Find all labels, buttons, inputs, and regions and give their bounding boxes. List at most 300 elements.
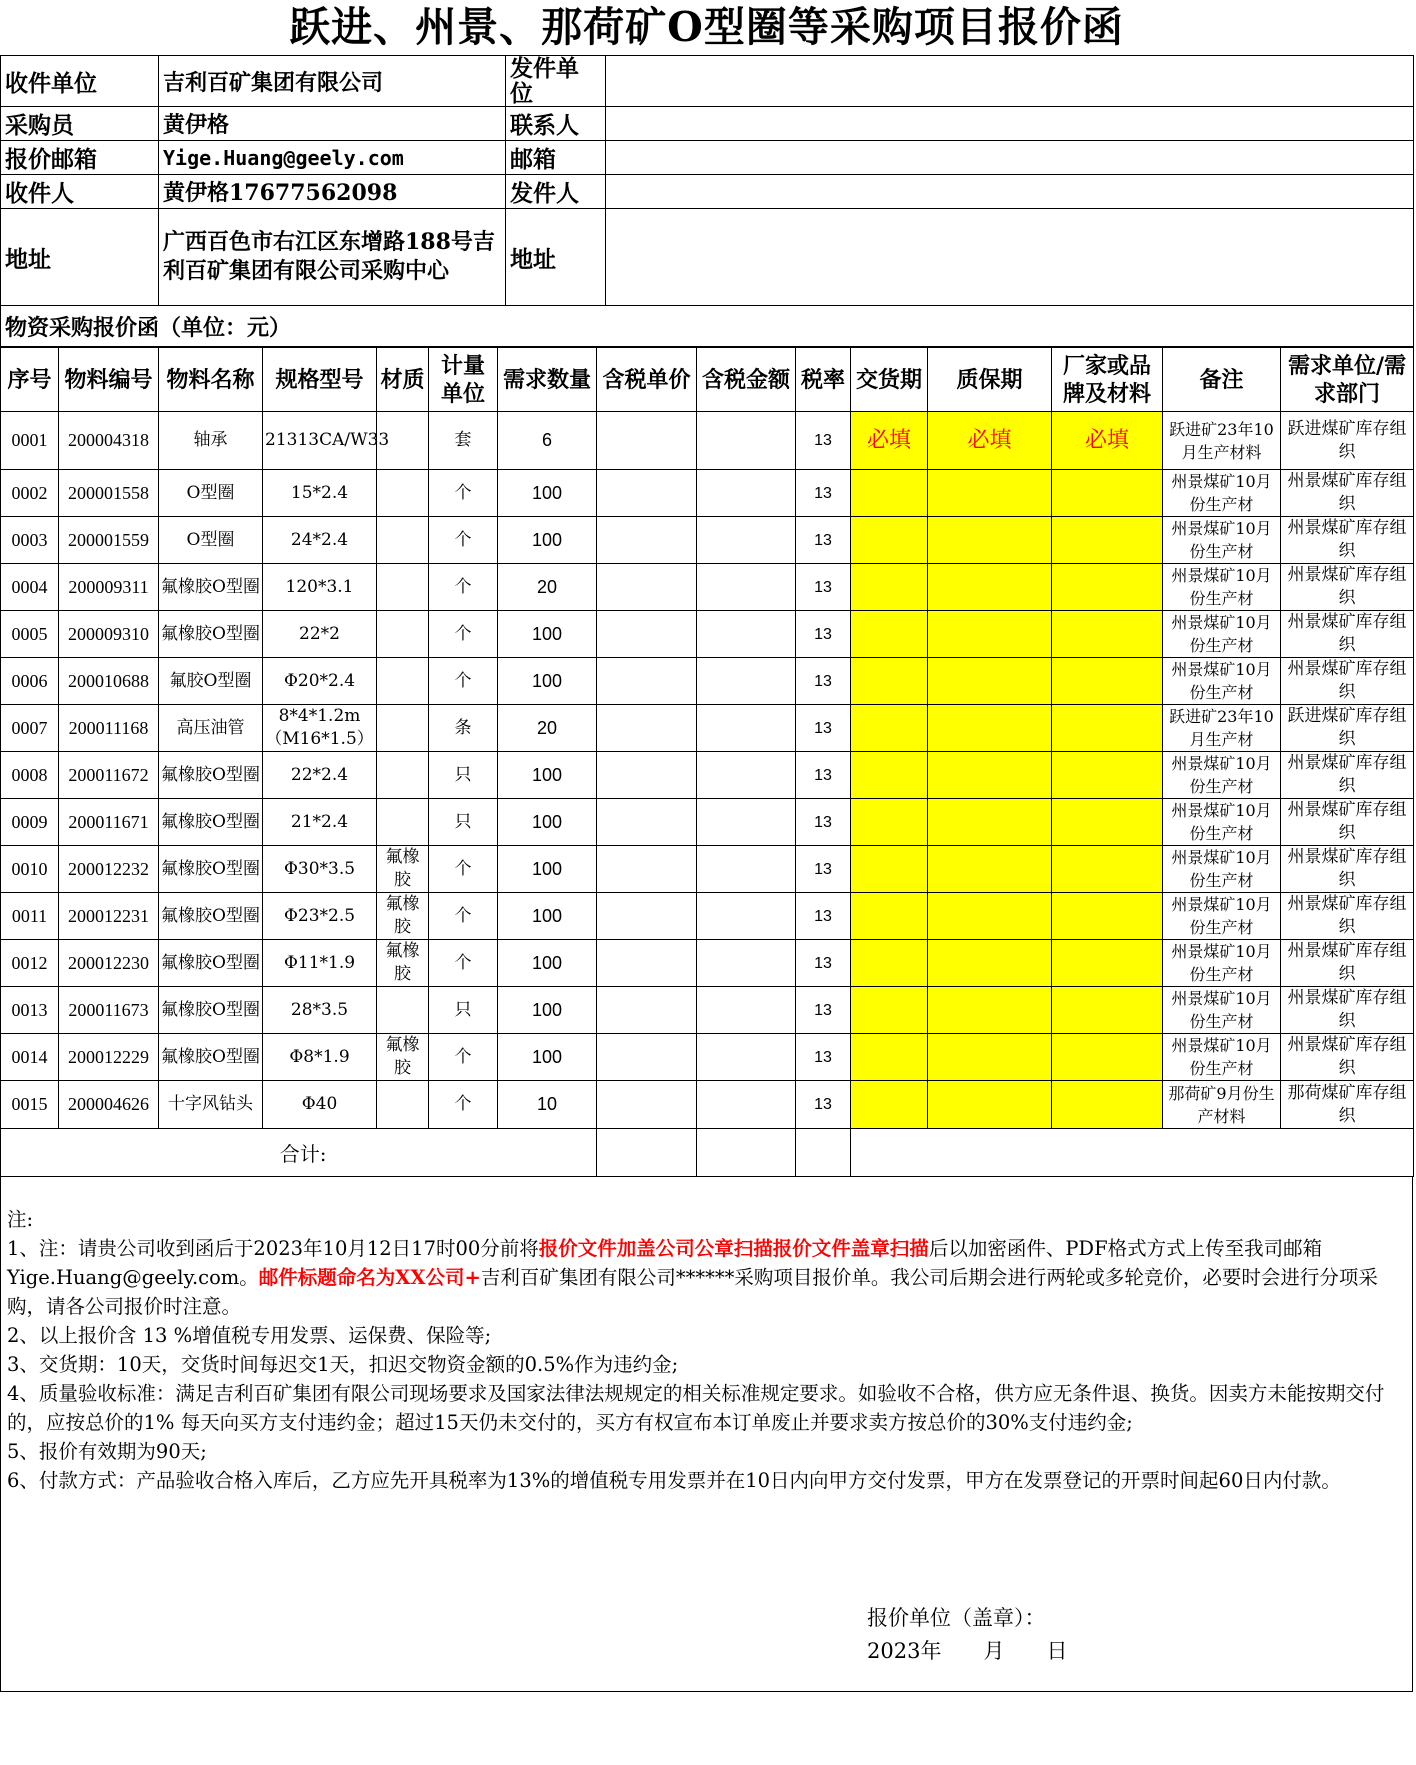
item-qty: 100 xyxy=(498,517,597,564)
item-material xyxy=(377,752,429,799)
item-material xyxy=(377,987,429,1034)
item-dept: 州景煤矿库存组织 xyxy=(1281,940,1414,987)
items-table xyxy=(0,347,1414,1177)
total-rest xyxy=(851,1129,1414,1177)
item-code: 200009310 xyxy=(59,611,159,658)
item-seq: 0001 xyxy=(1,412,59,470)
item-unit-price-input[interactable] xyxy=(597,987,697,1034)
item-note: 州景煤矿10月份生产材 xyxy=(1163,752,1281,799)
sender-value[interactable] xyxy=(606,175,1414,209)
item-note: 跃进矿23年10月生产材料 xyxy=(1163,412,1281,470)
item-spec: Φ30*3.5 xyxy=(263,846,377,893)
item-amount-input[interactable] xyxy=(697,517,796,564)
item-tax-rate: 13 xyxy=(796,517,851,564)
item-tax-rate: 13 xyxy=(796,611,851,658)
buyer-value: 黄伊格 xyxy=(159,107,506,141)
item-brand-input[interactable] xyxy=(1052,564,1163,611)
item-dept: 州景煤矿库存组织 xyxy=(1281,611,1414,658)
item-amount-input[interactable] xyxy=(697,752,796,799)
table-row xyxy=(1,470,1414,517)
item-unit-price-input[interactable] xyxy=(597,470,697,517)
item-brand-input[interactable] xyxy=(1052,893,1163,940)
email-value: Yige.Huang@geely.com xyxy=(159,141,506,175)
item-dept: 州景煤矿库存组织 xyxy=(1281,893,1414,940)
item-spec: 21313CA/W33 xyxy=(263,412,377,470)
item-amount-input[interactable] xyxy=(697,799,796,846)
item-tax-rate: 13 xyxy=(796,752,851,799)
item-amount-input[interactable] xyxy=(697,1081,796,1129)
item-seq: 0010 xyxy=(1,846,59,893)
item-delivery-input[interactable]: 必填 xyxy=(851,412,928,470)
note-6: 6、付款方式：产品验收合格入库后，乙方应先开具税率为13%的增值税专用发票并在10日内向甲方交付发票，甲方在发票登记的开票时间起60日内付款。 xyxy=(7,1469,1341,1492)
table-row xyxy=(1,846,1414,893)
item-warranty-input[interactable] xyxy=(928,940,1052,987)
item-amount-input[interactable] xyxy=(697,412,796,470)
item-tax-rate: 13 xyxy=(796,987,851,1034)
item-unit: 个 xyxy=(429,1081,498,1129)
table-row xyxy=(1,987,1414,1034)
notes-heading: 注: xyxy=(7,1208,34,1231)
item-amount-input[interactable] xyxy=(697,564,796,611)
item-unit: 个 xyxy=(429,893,498,940)
item-delivery-input[interactable] xyxy=(851,752,928,799)
item-code: 200012230 xyxy=(59,940,159,987)
item-unit: 个 xyxy=(429,846,498,893)
address-label: 地址 xyxy=(1,209,159,306)
item-delivery-input[interactable] xyxy=(851,940,928,987)
item-tax-rate: 13 xyxy=(796,940,851,987)
item-unit: 个 xyxy=(429,564,498,611)
item-material xyxy=(377,1081,429,1129)
item-name: 氟橡胶O型圈 xyxy=(159,1034,263,1081)
table-row xyxy=(1,517,1414,564)
item-seq: 0003 xyxy=(1,517,59,564)
item-qty: 20 xyxy=(498,705,597,752)
email-label: 报价邮箱 xyxy=(1,141,159,175)
mail-value[interactable] xyxy=(606,141,1414,175)
item-qty: 100 xyxy=(498,470,597,517)
item-warranty-input[interactable] xyxy=(928,517,1052,564)
item-brand-input[interactable] xyxy=(1052,611,1163,658)
item-warranty-input[interactable] xyxy=(928,987,1052,1034)
item-warranty-input[interactable]: 必填 xyxy=(928,412,1052,470)
col-note: 备注 xyxy=(1163,348,1281,412)
item-brand-input[interactable] xyxy=(1052,658,1163,705)
item-unit: 个 xyxy=(429,611,498,658)
item-delivery-input[interactable] xyxy=(851,1034,928,1081)
item-note: 跃进矿23年10月生产材 xyxy=(1163,705,1281,752)
item-dept: 跃进煤矿库存组织 xyxy=(1281,412,1414,470)
item-unit-price-input[interactable] xyxy=(597,940,697,987)
col-qty: 需求数量 xyxy=(498,348,597,412)
item-qty: 100 xyxy=(498,987,597,1034)
note-1-part-a: 1、注：请贵公司收到函后于2023年10月12日17时00分前将 xyxy=(7,1237,539,1260)
item-warranty-input[interactable] xyxy=(928,752,1052,799)
item-seq: 0013 xyxy=(1,987,59,1034)
item-qty: 100 xyxy=(498,893,597,940)
address-value: 广西百色市右江区东增路188号吉利百矿集团有限公司采购中心 xyxy=(159,209,506,306)
quoting-unit-stamp: 报价单位（盖章）： xyxy=(867,1606,1046,1630)
item-dept: 州景煤矿库存组织 xyxy=(1281,752,1414,799)
item-seq: 0009 xyxy=(1,799,59,846)
col-unit: 计量单位 xyxy=(429,348,498,412)
item-unit: 个 xyxy=(429,1034,498,1081)
item-note: 州景煤矿10月份生产材 xyxy=(1163,470,1281,517)
item-code: 200004626 xyxy=(59,1081,159,1129)
item-dept: 州景煤矿库存组织 xyxy=(1281,846,1414,893)
col-warranty: 质保期 xyxy=(928,348,1052,412)
item-brand-input[interactable] xyxy=(1052,1081,1163,1129)
item-delivery-input[interactable] xyxy=(851,564,928,611)
item-material: 氟橡胶 xyxy=(377,1034,429,1081)
item-spec: Φ11*1.9 xyxy=(263,940,377,987)
item-delivery-input[interactable] xyxy=(851,893,928,940)
item-seq: 0002 xyxy=(1,470,59,517)
item-amount-input[interactable] xyxy=(697,1034,796,1081)
item-name: 氟橡胶O型圈 xyxy=(159,846,263,893)
item-amount-input[interactable] xyxy=(697,893,796,940)
item-unit: 个 xyxy=(429,658,498,705)
col-dept: 需求单位/需求部门 xyxy=(1281,348,1414,412)
item-qty: 100 xyxy=(498,1034,597,1081)
item-warranty-input[interactable] xyxy=(928,1034,1052,1081)
items-body xyxy=(1,412,1414,1129)
contact-label: 联系人 xyxy=(506,107,606,141)
item-note: 州景煤矿10月份生产材 xyxy=(1163,940,1281,987)
item-material xyxy=(377,517,429,564)
recipient-label: 收件人 xyxy=(1,175,159,209)
item-material xyxy=(377,658,429,705)
item-material: 氟橡胶 xyxy=(377,893,429,940)
note-1-red-2: 邮件标题命名为XX公司+ xyxy=(258,1266,481,1289)
col-spec: 规格型号 xyxy=(263,348,377,412)
note-4: 4、质量验收标准：满足吉利百矿集团有限公司现场要求及国家法律法规规定的相关标准规定要求。如验收不合格，供方应无条件退、换货。因卖方未能按期交付的，应按总价的1% 每天向买方支付违约金；超过15天仍未交付的，买方有权宣布本订单废止并要求卖方按总价的30%支付违约金; xyxy=(7,1382,1385,1434)
item-spec: 24*2.4 xyxy=(263,517,377,564)
col-name: 物料名称 xyxy=(159,348,263,412)
sign-date: 2023年 月 日 xyxy=(867,1639,1068,1663)
item-dept: 跃进煤矿库存组织 xyxy=(1281,705,1414,752)
col-seq: 序号 xyxy=(1,348,59,412)
item-dept: 州景煤矿库存组织 xyxy=(1281,517,1414,564)
item-unit-price-input[interactable] xyxy=(597,893,697,940)
item-name: 轴承 xyxy=(159,412,263,470)
item-unit: 只 xyxy=(429,799,498,846)
item-code: 200011671 xyxy=(59,799,159,846)
item-dept: 州景煤矿库存组织 xyxy=(1281,799,1414,846)
note-3: 3、交货期：10天，交货时间每迟交1天，扣迟交物资金额的0.5%作为违约金; xyxy=(7,1353,679,1376)
signature-block xyxy=(867,1602,1067,1668)
item-tax-rate: 13 xyxy=(796,564,851,611)
item-spec: 22*2.4 xyxy=(263,752,377,799)
item-unit: 只 xyxy=(429,987,498,1034)
item-dept: 州景煤矿库存组织 xyxy=(1281,658,1414,705)
recipient-value: 黄伊格17677562098 xyxy=(159,175,506,209)
item-unit-price-input[interactable] xyxy=(597,412,697,470)
col-material: 材质 xyxy=(377,348,429,412)
item-brand-input[interactable] xyxy=(1052,705,1163,752)
receiver-unit-label: 收件单位 xyxy=(1,56,159,107)
item-amount-input[interactable] xyxy=(697,611,796,658)
item-name: 氟橡胶O型圈 xyxy=(159,893,263,940)
item-code: 200011672 xyxy=(59,752,159,799)
item-amount-input[interactable] xyxy=(697,846,796,893)
item-qty: 10 xyxy=(498,1081,597,1129)
item-amount-input[interactable] xyxy=(697,705,796,752)
item-note: 州景煤矿10月份生产材 xyxy=(1163,658,1281,705)
item-qty: 100 xyxy=(498,752,597,799)
item-unit-price-input[interactable] xyxy=(597,611,697,658)
note-5: 5、报价有效期为90天; xyxy=(7,1440,207,1463)
item-tax-rate: 13 xyxy=(796,1034,851,1081)
total-unit-price[interactable] xyxy=(597,1129,697,1177)
item-warranty-input[interactable] xyxy=(928,611,1052,658)
item-delivery-input[interactable] xyxy=(851,846,928,893)
item-code: 200012232 xyxy=(59,846,159,893)
item-delivery-input[interactable] xyxy=(851,799,928,846)
item-tax-rate: 13 xyxy=(796,1081,851,1129)
item-qty: 6 xyxy=(498,412,597,470)
item-unit: 条 xyxy=(429,705,498,752)
item-warranty-input[interactable] xyxy=(928,1081,1052,1129)
item-note: 州景煤矿10月份生产材 xyxy=(1163,564,1281,611)
item-note: 州景煤矿10月份生产材 xyxy=(1163,611,1281,658)
item-seq: 0007 xyxy=(1,705,59,752)
item-material xyxy=(377,470,429,517)
table-row xyxy=(1,1081,1414,1129)
col-brand: 厂家或品牌及材料 xyxy=(1052,348,1163,412)
receiver-unit-value: 吉利百矿集团有限公司 xyxy=(159,56,506,107)
item-spec: Φ20*2.4 xyxy=(263,658,377,705)
col-amount: 含税金额 xyxy=(697,348,796,412)
item-delivery-input[interactable] xyxy=(851,611,928,658)
item-dept: 那荷煤矿库存组织 xyxy=(1281,1081,1414,1129)
item-warranty-input[interactable] xyxy=(928,705,1052,752)
item-code: 200012229 xyxy=(59,1034,159,1081)
col-unit-price: 含税单价 xyxy=(597,348,697,412)
col-tax: 税率 xyxy=(796,348,851,412)
table-row xyxy=(1,940,1414,987)
item-amount-input[interactable] xyxy=(697,470,796,517)
item-name: 氟胶O型圈 xyxy=(159,658,263,705)
table-row xyxy=(1,799,1414,846)
col-code: 物料编号 xyxy=(59,348,159,412)
item-delivery-input[interactable] xyxy=(851,1081,928,1129)
item-unit-price-input[interactable] xyxy=(597,1081,697,1129)
item-spec: 120*3.1 xyxy=(263,564,377,611)
item-spec: Φ40 xyxy=(263,1081,377,1129)
item-name: O型圈 xyxy=(159,517,263,564)
item-code: 200011168 xyxy=(59,705,159,752)
table-row xyxy=(1,752,1414,799)
item-name: 氟橡胶O型圈 xyxy=(159,987,263,1034)
total-blank xyxy=(377,1129,597,1177)
item-name: O型圈 xyxy=(159,470,263,517)
item-dept: 州景煤矿库存组织 xyxy=(1281,470,1414,517)
sender-label: 发件人 xyxy=(506,175,606,209)
item-dept: 州景煤矿库存组织 xyxy=(1281,1034,1414,1081)
column-header-row xyxy=(1,348,1414,412)
item-unit-price-input[interactable] xyxy=(597,705,697,752)
table-row xyxy=(1,412,1414,470)
contact-value[interactable] xyxy=(606,107,1414,141)
item-warranty-input[interactable] xyxy=(928,846,1052,893)
item-name: 高压油管 xyxy=(159,705,263,752)
item-tax-rate: 13 xyxy=(796,470,851,517)
item-amount-input[interactable] xyxy=(697,940,796,987)
item-warranty-input[interactable] xyxy=(928,893,1052,940)
item-delivery-input[interactable] xyxy=(851,658,928,705)
note-1-part-b: 后以加密函件、PDF格式方式上传至我司邮箱Yige.Huang@geely.com。 xyxy=(7,1237,1323,1289)
item-delivery-input[interactable] xyxy=(851,705,928,752)
item-spec: 8*4*1.2m（M16*1.5） xyxy=(263,705,377,752)
item-dept: 州景煤矿库存组织 xyxy=(1281,987,1414,1034)
item-unit: 个 xyxy=(429,517,498,564)
sender-address-value[interactable] xyxy=(606,209,1414,306)
item-brand-input[interactable] xyxy=(1052,987,1163,1034)
item-brand-input[interactable] xyxy=(1052,940,1163,987)
item-brand-input[interactable] xyxy=(1052,470,1163,517)
item-unit-price-input[interactable] xyxy=(597,799,697,846)
item-name: 十字风钻头 xyxy=(159,1081,263,1129)
item-code: 200001558 xyxy=(59,470,159,517)
item-note: 州景煤矿10月份生产材 xyxy=(1163,846,1281,893)
item-note: 州景煤矿10月份生产材 xyxy=(1163,517,1281,564)
item-unit-price-input[interactable] xyxy=(597,564,697,611)
item-spec: 28*3.5 xyxy=(263,987,377,1034)
item-unit-price-input[interactable] xyxy=(597,752,697,799)
item-seq: 0004 xyxy=(1,564,59,611)
mail-label: 邮箱 xyxy=(506,141,606,175)
item-brand-input[interactable] xyxy=(1052,752,1163,799)
item-tax-rate: 13 xyxy=(796,893,851,940)
item-material xyxy=(377,564,429,611)
item-seq: 0015 xyxy=(1,1081,59,1129)
item-brand-input[interactable]: 必填 xyxy=(1052,412,1163,470)
item-brand-input[interactable] xyxy=(1052,1034,1163,1081)
item-warranty-input[interactable] xyxy=(928,564,1052,611)
item-qty: 100 xyxy=(498,611,597,658)
total-label: 合计: xyxy=(1,1129,377,1177)
total-tax xyxy=(796,1129,851,1177)
item-unit-price-input[interactable] xyxy=(597,1034,697,1081)
item-code: 200010688 xyxy=(59,658,159,705)
note-1 xyxy=(7,1234,1406,1321)
sender-unit-value[interactable] xyxy=(606,56,1414,107)
item-code: 200009311 xyxy=(59,564,159,611)
item-tax-rate: 13 xyxy=(796,705,851,752)
header-table xyxy=(0,55,1414,347)
item-unit: 个 xyxy=(429,470,498,517)
total-amount[interactable] xyxy=(697,1129,796,1177)
sender-unit-label: 发件单位 xyxy=(506,56,606,107)
item-name: 氟橡胶O型圈 xyxy=(159,752,263,799)
item-spec: 15*2.4 xyxy=(263,470,377,517)
item-delivery-input[interactable] xyxy=(851,517,928,564)
item-qty: 20 xyxy=(498,564,597,611)
item-code: 200011673 xyxy=(59,987,159,1034)
item-spec: Φ8*1.9 xyxy=(263,1034,377,1081)
item-unit-price-input[interactable] xyxy=(597,517,697,564)
item-delivery-input[interactable] xyxy=(851,470,928,517)
item-name: 氟橡胶O型圈 xyxy=(159,611,263,658)
item-seq: 0008 xyxy=(1,752,59,799)
item-warranty-input[interactable] xyxy=(928,799,1052,846)
item-tax-rate: 13 xyxy=(796,658,851,705)
item-spec: 21*2.4 xyxy=(263,799,377,846)
item-amount-input[interactable] xyxy=(697,987,796,1034)
item-warranty-input[interactable] xyxy=(928,470,1052,517)
item-seq: 0014 xyxy=(1,1034,59,1081)
table-row xyxy=(1,893,1414,940)
item-unit: 个 xyxy=(429,940,498,987)
item-material: 氟橡胶 xyxy=(377,940,429,987)
item-brand-input[interactable] xyxy=(1052,846,1163,893)
item-seq: 0012 xyxy=(1,940,59,987)
item-delivery-input[interactable] xyxy=(851,987,928,1034)
item-unit-price-input[interactable] xyxy=(597,658,697,705)
item-unit: 套 xyxy=(429,412,498,470)
item-dept: 州景煤矿库存组织 xyxy=(1281,564,1414,611)
document-title: 跃进、州景、那荷矿O型圈等采购项目报价函 xyxy=(289,3,1124,51)
item-material xyxy=(377,705,429,752)
note-1-red-1: 报价文件加盖公司公章扫描报价文件盖章扫描 xyxy=(538,1237,929,1260)
note-1-part-c: 吉利百矿集团有限公司******采购项目报价单。我公司后期会进行两轮或多轮竞价，必要时会进行分项采购，请各公司报价时注意。 xyxy=(7,1266,1378,1318)
item-note: 那荷矿9月份生产材料 xyxy=(1163,1081,1281,1129)
item-amount-input[interactable] xyxy=(697,658,796,705)
notes-section xyxy=(0,1177,1413,1692)
table-row xyxy=(1,658,1414,705)
item-note: 州景煤矿10月份生产材 xyxy=(1163,987,1281,1034)
table-row xyxy=(1,705,1414,752)
item-name: 氟橡胶O型圈 xyxy=(159,799,263,846)
table-row xyxy=(1,1034,1414,1081)
item-unit: 只 xyxy=(429,752,498,799)
item-seq: 0006 xyxy=(1,658,59,705)
section-title: 物资采购报价函（单位：元） xyxy=(1,306,1414,347)
col-delivery: 交货期 xyxy=(851,348,928,412)
item-material xyxy=(377,611,429,658)
item-code: 200004318 xyxy=(59,412,159,470)
item-brand-input[interactable] xyxy=(1052,799,1163,846)
item-note: 州景煤矿10月份生产材 xyxy=(1163,893,1281,940)
item-spec: 22*2 xyxy=(263,611,377,658)
item-tax-rate: 13 xyxy=(796,799,851,846)
item-material: 氟橡胶 xyxy=(377,846,429,893)
item-tax-rate: 13 xyxy=(796,846,851,893)
item-note: 州景煤矿10月份生产材 xyxy=(1163,1034,1281,1081)
item-seq: 0005 xyxy=(1,611,59,658)
address-label-2: 地址 xyxy=(506,209,606,306)
item-qty: 100 xyxy=(498,799,597,846)
item-unit-price-input[interactable] xyxy=(597,846,697,893)
buyer-label: 采购员 xyxy=(1,107,159,141)
item-qty: 100 xyxy=(498,846,597,893)
item-warranty-input[interactable] xyxy=(928,658,1052,705)
table-row xyxy=(1,564,1414,611)
item-code: 200001559 xyxy=(59,517,159,564)
item-qty: 100 xyxy=(498,940,597,987)
table-row xyxy=(1,611,1414,658)
item-note: 州景煤矿10月份生产材 xyxy=(1163,799,1281,846)
item-name: 氟橡胶O型圈 xyxy=(159,564,263,611)
note-2: 2、以上报价含 13 %增值税专用发票、运保费、保险等; xyxy=(7,1324,492,1347)
item-brand-input[interactable] xyxy=(1052,517,1163,564)
item-code: 200012231 xyxy=(59,893,159,940)
item-material xyxy=(377,799,429,846)
item-tax-rate: 13 xyxy=(796,412,851,470)
item-qty: 100 xyxy=(498,658,597,705)
item-name: 氟橡胶O型圈 xyxy=(159,940,263,987)
